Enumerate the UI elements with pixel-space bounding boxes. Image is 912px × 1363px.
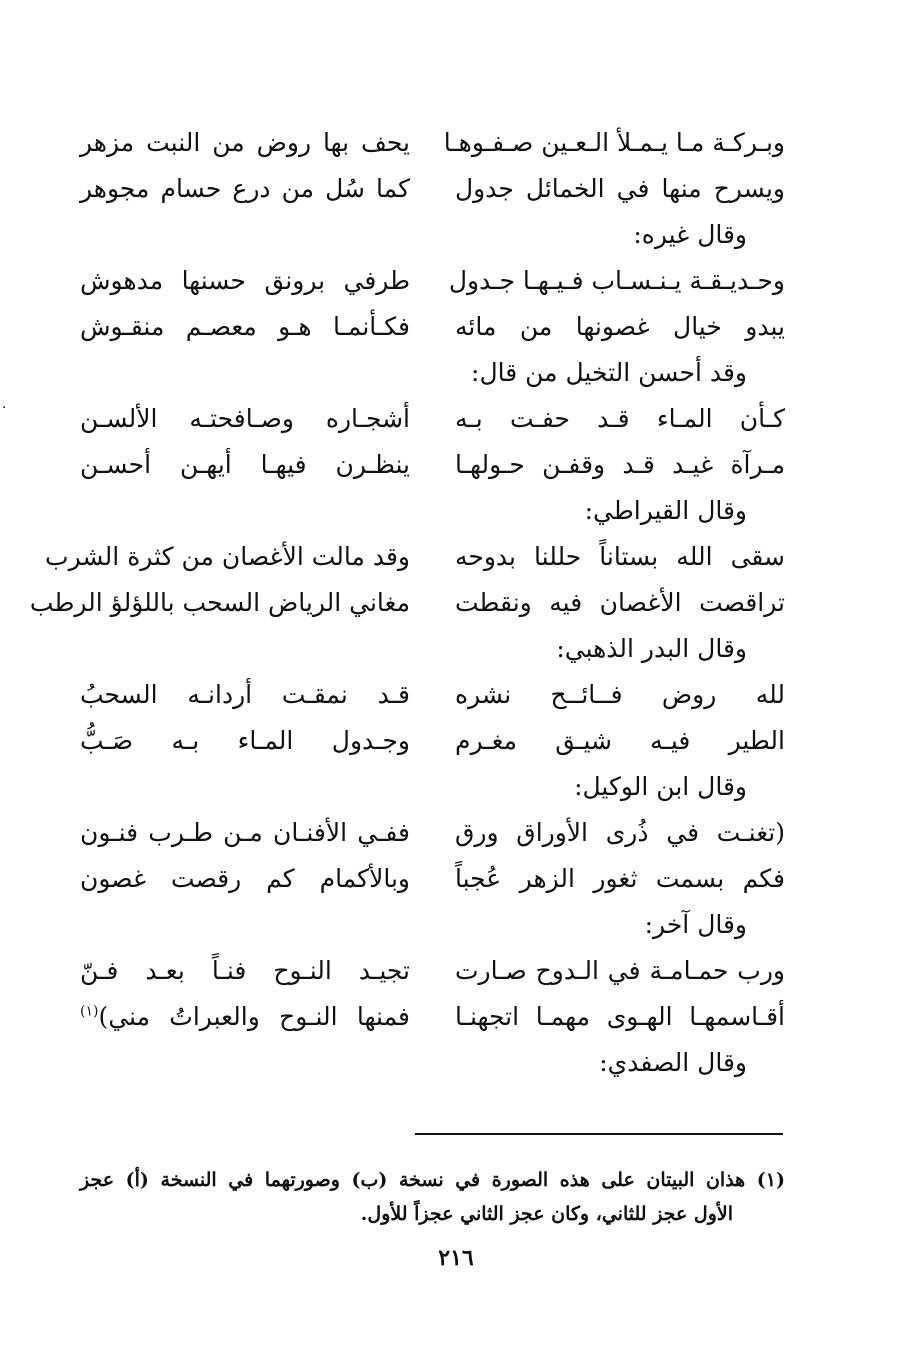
footnote-line-2: الأول عجز للثاني، وكان عجز الثاني عجزاً للأول. [360,1203,733,1225]
attribution-line: وقال الصفدي: [599,1048,747,1077]
attribution-line: وقال القيراطي: [584,496,747,525]
attribution-line: وقد أحسن التخيل من قال: [471,358,747,387]
second-hemistich-text: وجـدول المـاء بـه صَـبُّ [80,726,410,755]
second-hemistich [80,718,410,764]
first-hemistich: وحـديـقـة يـنـسـاب فـيـهـا جـدول [448,266,785,295]
first-hemistich: وبـركـة مـا يـمـلأ الـعـين صـفـوهـا [443,128,785,157]
footnote-rule [415,1133,783,1135]
first-hemistich: تراقصت الأغصان فيه ونقطت [455,588,785,617]
second-hemistich-text: تجيـد النـوح فنـاً بعـد فـنّ [80,956,410,985]
second-hemistich-text: فكـأنمـا هـو معصـم منقـوش [80,312,410,341]
verse-line [80,304,785,350]
second-hemistich [80,120,410,166]
attribution-line: وقال البدر الذهبي: [556,634,747,663]
first-hemistich: يبدو خيال غصونها من مائه [455,312,785,341]
first-hemistich: لله روض فــائــح نشره [455,680,785,709]
second-hemistich-text: أشجـاره وصـافحتـه الألسـن [80,404,410,433]
verse-line [80,810,785,856]
verse-line [80,856,785,902]
verse-line [80,396,785,442]
second-hemistich [80,810,410,856]
first-hemistich: الطير فيـه شيـق مغـرم [455,726,785,755]
second-hemistich-text: ينظـرن فيهـا أيهـن أحسـن [80,450,410,479]
second-hemistich [80,304,410,350]
first-hemistich: مـرآة غيـد قـد وقفـن حـولهـا [455,450,785,479]
verse-line [80,166,785,212]
attribution-line: وقال ابن الوكيل: [574,772,747,801]
second-hemistich [80,856,410,902]
second-hemistich [80,442,410,488]
second-hemistich-text: قـد نمقـت أردانـه السحبُ [80,680,410,709]
first-hemistich: كـأن المـاء قـد حفـت بـه [455,404,785,433]
verse-line [80,672,785,718]
second-hemistich-text: يحف بها روض من النبت مزهر [80,128,410,157]
verse-line [29,580,785,626]
first-hemistich: (تغنـت في ذُرى الأوراق ورق [455,818,785,847]
verse-line [80,948,785,994]
second-hemistich [80,258,410,304]
second-hemistich-text: فمنها النـوح والعبراتُ مني) [98,1002,410,1031]
second-hemistich [80,994,410,1040]
verse-line [80,258,785,304]
first-hemistich: ويسرح منها في الخمائل جدول [455,174,785,203]
second-hemistich-text: طرفي برونق حسنها مدهوش [80,266,410,295]
first-hemistich: سقى الله بستاناً حللنا بدوحه [455,542,785,571]
second-hemistich [29,580,410,626]
verse-line [80,442,785,488]
verse-line [45,534,785,580]
second-hemistich [80,948,410,994]
footnote [80,1163,785,1231]
second-hemistich-text: كما سُل من درع حسام مجوهر [80,174,410,203]
second-hemistich [80,166,410,212]
attribution-line: وقال غيره: [633,220,747,249]
second-hemistich-text: مغاني الرياض السحب باللؤلؤ الرطب [29,588,410,617]
verse-line [80,120,785,166]
poem-body [29,120,785,1086]
second-hemistich-text: وقد مالت الأغصان من كثرة الشرب [45,542,410,571]
second-hemistich-text: وبالأكمام كم رقصت غصون [80,864,410,893]
first-hemistich: ورب حمـامـة في الـدوح صـارت [455,956,785,985]
second-hemistich [80,672,410,718]
verse-line [80,718,785,764]
verse-line [80,994,785,1040]
second-hemistich-text: ففـي الأفنـان مـن طـرب فنـون [80,818,410,847]
first-hemistich: أقـاسمهـا الهـوى مهمـا اتجهنـا [455,1002,785,1031]
attribution-line: وقال آخر: [644,910,747,939]
first-hemistich: فكم بسمت ثغور الزهر عُجباً [455,864,785,893]
footnote-line-1: (١) هذان البيتان على هذه الصورة في نسخة (ب) وصورتهما في النسخة (أ) عجز [80,1169,785,1191]
second-hemistich [45,534,410,580]
margin-mark: · [2,400,7,416]
page-number: ٢١٦ [438,1245,474,1271]
footnote-reference: (١) [80,1003,99,1020]
second-hemistich [80,396,410,442]
